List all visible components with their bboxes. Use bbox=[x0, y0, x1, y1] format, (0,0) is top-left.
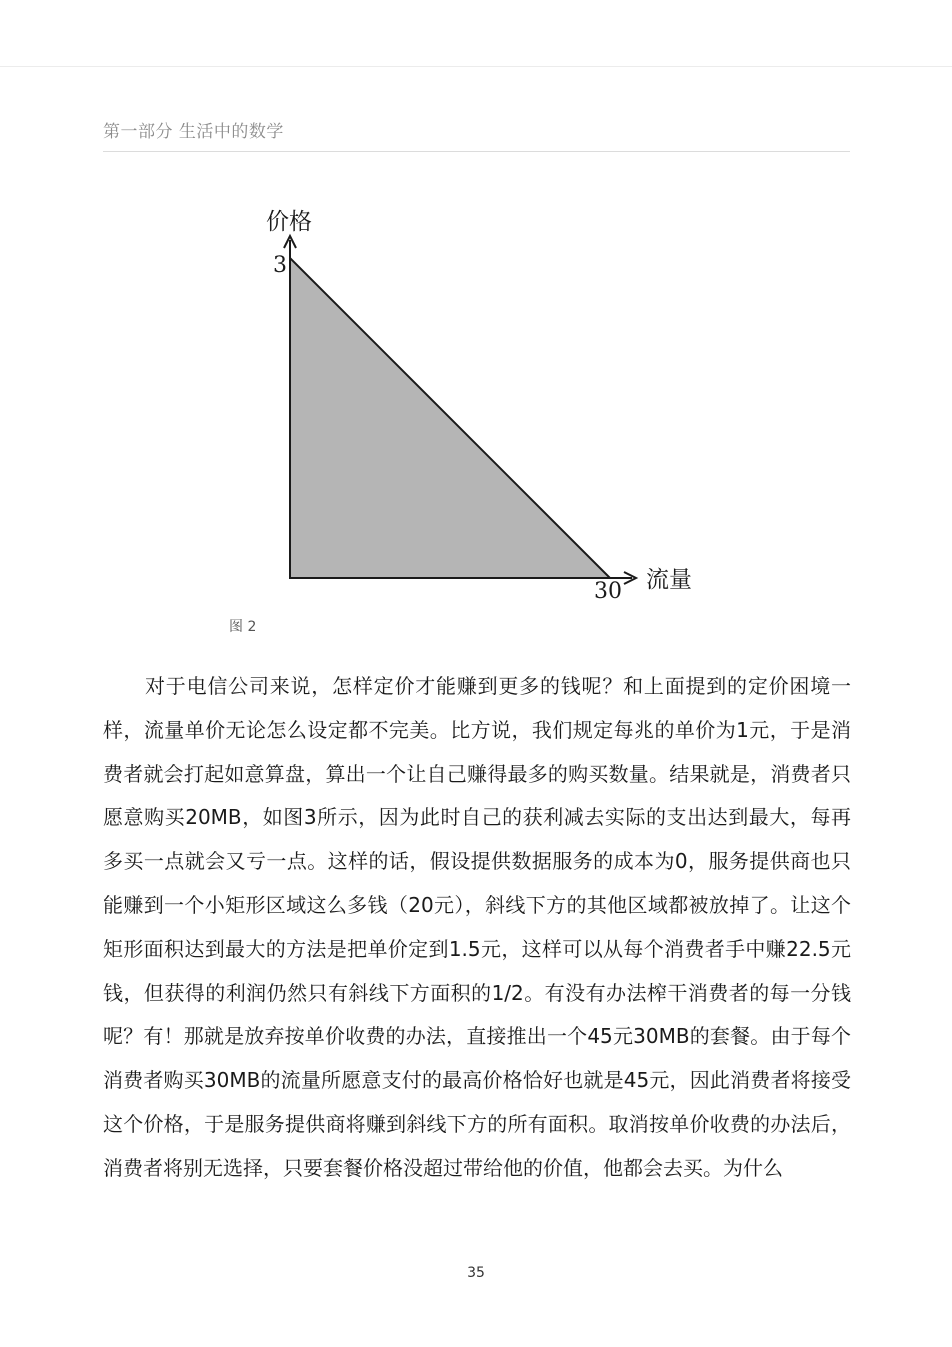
body-paragraph: 对于电信公司来说，怎样定价才能赚到更多的钱呢？和上面提到的定价困境一样，流量单价无论怎么设定都不完美。比方说，我们规定每兆的单价为1元，于是消费者就会打起如意算盘，算出一个让自己赚得最多的购买数量。结果就是，消费者只愿意购买20MB，如图3所示，因为此时自己的获利减去实际的支出达到最大，每再多买一点就会又亏一点。这样的话，假设提供数据服务的成本为0，服务提供商也只能赚到一个小矩形区域这么多钱（20元），斜线下方的其他区域都被放掉了。让这个矩形面积达到最大的方法是把单价定到1.5元，这样可以从每个消费者手中赚22.5元钱，但获得的利润仍然只有斜线下方面积的1/2。有没有办法榨干消费者的每一分钱呢？有！那就是放弃按单价收费的办法，直接推出一个45元30MB的套餐。由于每个消费者购买30MB的流量所愿意支付的最高价格恰好也就是45元，因此消费者将接受这个价格，于是服务提供商将赚到斜线下方的所有面积。取消按单价收费的办法后，消费者将别无选择，只要套餐价格没超过带给他的价值，他都会去买。为什么 bbox=[103, 674, 851, 1180]
area-under-demand-line bbox=[290, 258, 610, 578]
x-tick-label: 30 bbox=[594, 579, 622, 604]
figure-caption: 图 2 bbox=[229, 619, 257, 635]
x-axis-label: 流量 bbox=[646, 567, 692, 593]
y-tick-label: 3 bbox=[273, 253, 287, 278]
running-header: 第一部分 生活中的数学 bbox=[103, 122, 284, 142]
y-axis-label: 价格 bbox=[266, 209, 312, 235]
page-number: 35 bbox=[467, 1265, 485, 1281]
demand-diagram bbox=[0, 0, 952, 640]
